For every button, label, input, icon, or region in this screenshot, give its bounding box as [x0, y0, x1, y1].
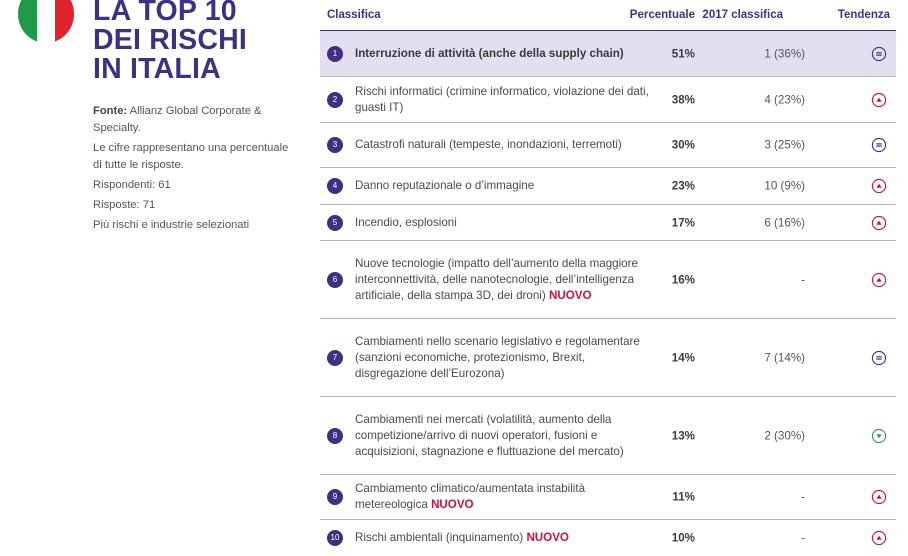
respondents-count: Rispondenti: 61: [93, 179, 171, 191]
new-badge: NUOVO: [548, 288, 592, 302]
rank-badge: 10: [327, 530, 343, 546]
title-line: IN ITALIA: [93, 53, 221, 85]
table-row: [320, 475, 896, 520]
trend-equal-icon: [871, 46, 887, 62]
risk-text: Danno reputazionale o d’immagine: [355, 179, 535, 192]
risk-description: [355, 84, 655, 116]
table-row: [320, 397, 896, 475]
rank-2017: 4 (23%): [764, 93, 805, 106]
risk-text: Cambiamento climatico/aumentata instabilità metereologica: [355, 482, 586, 511]
risk-text: Rischi informatici (crimine informatico, violazione dei dati, guasti IT): [355, 84, 649, 114]
risk-description: [355, 334, 655, 382]
risk-description: [355, 178, 655, 194]
risk-description: [355, 412, 655, 460]
rank-badge: 5: [327, 215, 343, 231]
risk-percent: 13%: [671, 429, 695, 442]
header-rank-2017: 2017 classifica: [702, 9, 783, 21]
page-title: [93, 0, 247, 84]
rank-2017: -: [801, 531, 805, 545]
table-row: [320, 123, 896, 168]
risk-text: Cambiamenti nei mercati (volatilità, aumento della competizione/arrivo di nuovi operatori, fusioni e acquisizioni, stagnazione e fluttuazione del mercato): [355, 412, 624, 458]
rank-badge: 3: [327, 137, 343, 153]
table-row: [320, 520, 896, 556]
risk-percent: 30%: [671, 138, 695, 152]
risk-percent: 16%: [671, 273, 695, 286]
source-label: Fonte:: [93, 105, 128, 117]
trend-up-icon: [871, 215, 887, 231]
risk-text: Cambiamenti nello scenario legislativo e regolamentare (sanzioni economiche, protezionismo, Brexit, disgregazione dell’Eurozona): [355, 334, 640, 380]
rank-2017: 3 (25%): [764, 138, 805, 152]
rank-2017: 7 (14%): [764, 351, 805, 364]
risk-percent: 17%: [671, 216, 695, 229]
risk-description: [355, 46, 655, 62]
risk-description: [355, 256, 655, 304]
risk-description: [355, 137, 655, 153]
rank-2017: 1 (36%): [764, 47, 805, 60]
trend-up-icon: [871, 489, 887, 505]
rank-2017: -: [801, 490, 805, 504]
trend-up-icon: [871, 178, 887, 194]
new-badge: NUOVO: [431, 498, 474, 511]
trend-up-icon: [871, 272, 887, 288]
source-notes: [93, 103, 293, 234]
risk-percent: 11%: [672, 490, 695, 504]
rank-2017: 10 (9%): [764, 179, 805, 193]
risk-percent: 51%: [671, 47, 695, 60]
rank-2017: 2 (30%): [764, 429, 805, 442]
rank-badge: 7: [327, 350, 343, 366]
table-header: [320, 0, 896, 31]
trend-equal-icon: [871, 137, 887, 153]
risk-table: [320, 0, 896, 556]
risk-text: Nuove tecnologie (impatto dell’aumento della maggiore interconnettività, delle nanotecnologie, dell’intelligenza artificiale, della stampa 3D, dei droni): [355, 256, 638, 302]
risk-text: Rischi ambientali (inquinamento): [355, 531, 524, 544]
rank-badge: 6: [327, 272, 343, 288]
table-row: [320, 319, 896, 397]
figure-note: Le cifre rappresentano una percentuale di tutte le risposte.: [93, 142, 289, 171]
trend-up-icon: [871, 530, 887, 546]
title-line: DEI RISCHI: [93, 24, 248, 56]
italy-flag-icon: [18, 0, 74, 43]
risk-percent: 14%: [671, 351, 695, 364]
rank-badge: 4: [327, 178, 343, 194]
trend-up-icon: [871, 92, 887, 108]
risk-description: [355, 481, 655, 513]
rank-2017: -: [801, 273, 805, 286]
source-text: Allianz Global Corporate & Specialty.: [93, 105, 262, 134]
risk-description: [355, 530, 655, 546]
risk-description: [355, 215, 655, 231]
new-badge: NUOVO: [526, 531, 569, 544]
rank-badge: 1: [327, 46, 343, 62]
title-line: LA TOP 10: [93, 0, 237, 27]
trend-equal-icon: [871, 350, 887, 366]
table-row: [320, 168, 896, 205]
responses-count: Risposte: 71: [93, 199, 156, 211]
header-percent: Percentuale: [629, 9, 695, 21]
rank-badge: 2: [327, 92, 343, 108]
table-row: [320, 31, 896, 77]
risk-percent: 23%: [671, 179, 695, 193]
trend-down-icon: [871, 428, 887, 444]
rank-badge: 9: [327, 489, 343, 505]
selection-note: Più rischi e industrie selezionati: [93, 219, 250, 231]
rank-2017: 6 (16%): [764, 216, 805, 229]
risk-text: Interruzione di attività (anche della supply chain): [355, 46, 624, 60]
header-trend: Tendenza: [837, 9, 890, 21]
table-row: [320, 77, 896, 123]
risk-percent: 10%: [671, 531, 695, 545]
rank-badge: 8: [327, 428, 343, 444]
table-row: [320, 241, 896, 319]
risk-text: Incendio, esplosioni: [355, 215, 457, 229]
header-ranking: Classifica: [327, 9, 381, 21]
risk-text: Catastrofi naturali (tempeste, inondazioni, terremoti): [355, 138, 622, 151]
risk-percent: 38%: [671, 93, 695, 106]
table-row: [320, 205, 896, 241]
source-line: [93, 103, 293, 137]
